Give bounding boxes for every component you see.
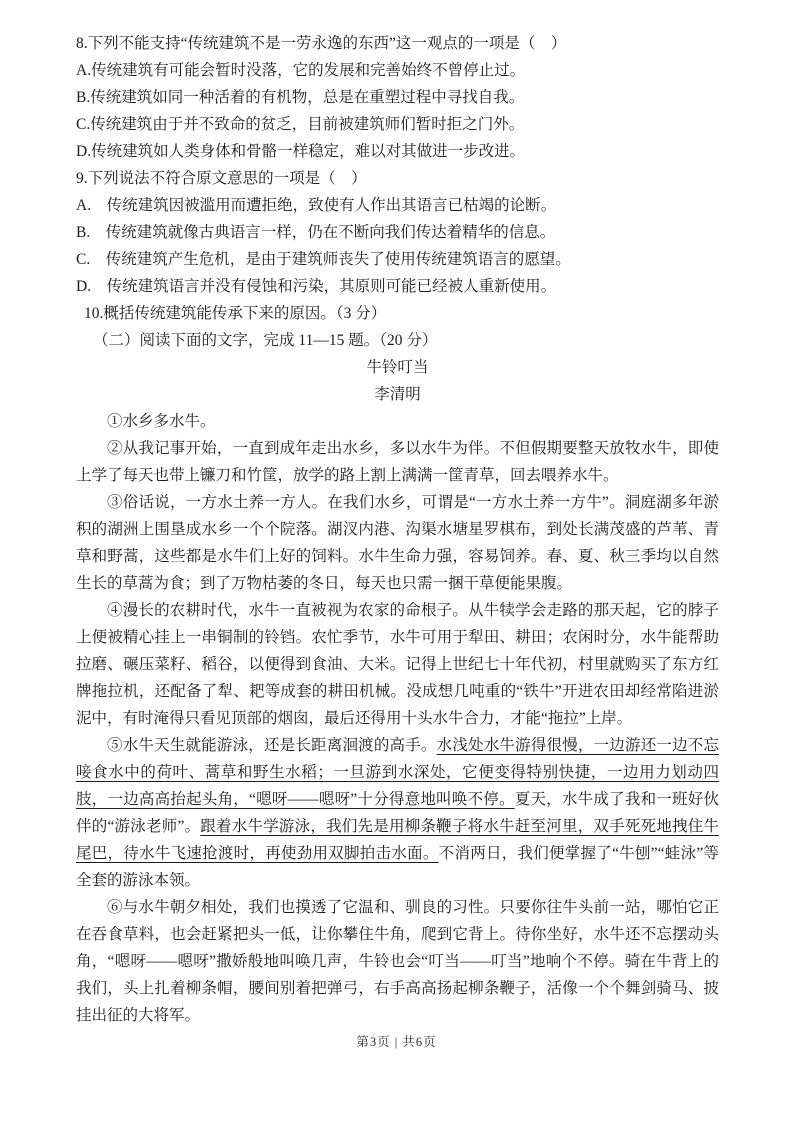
question-9-option-b: B. 传统建筑就像古典语言一样，仍在不断向我们传达着精华的信息。 [76,224,556,241]
passage-paragraph-1: ①水乡多水牛。 [107,413,216,430]
passage-author: 李清明 [374,386,421,403]
passage-paragraph-5 [76,732,719,894]
passage-title: 牛铃叮当 [366,359,429,376]
para5-seg1: ⑤水牛天生就能游泳，还是长距离洄渡的高手。 [107,737,437,754]
question-9-option-d: D. 传统建筑语言并没有侵蚀和污染，其原则可能已经被人重新使用。 [76,278,557,295]
question-8-option-d: D.传统建筑如人类身体和骨骼一样稳定，难以对其做进一步改进。 [76,143,526,160]
question-9-stem: 9.下列说法不符合原文意思的一项是（ ） [76,170,367,187]
question-8-option-c: C.传统建筑由于并不致命的贫乏，目前被建筑师们暂时拒之门外。 [76,116,525,133]
passage-paragraph-2: ②从我记事开始，一直到成年走出水乡，多以水牛为伴。不但假期要整天放牧水牛，即使上学了每天也带上镰刀和竹筐，放学的路上割上满满一筐青草，回去喂养水牛。 [76,440,719,484]
question-8-stem: 8.下列不能支持“传统建筑不是一劳永逸的东西”这一观点的一项是（ ） [76,35,567,52]
para5-underline-1: 水浅处水牛游得很慢，一边游还一边不忘唼食水中的荷叶、蒿草和野生水稻；一旦游到水深处，它便变得特别快捷，一边用力划动四肢，一边高高抬起头角，“嗯呀——嗯呀”十分得意地叫唤不停。 [76,737,719,808]
section-2-intro: （二）阅读下面的文字，完成 11—15 题。（20 分） [93,332,438,349]
page-number: 第3页 | 共6页 [356,1035,437,1049]
question-8-option-a: A.传统建筑有可能会暂时没落，它的发展和完善始终不曾停止过。 [76,62,526,79]
passage-paragraph-4: ④漫长的农耕时代，水牛一直被视为农家的命根子。从牛犊学会走路的那天起，它的脖子上便被精心挂上一串铜制的铃铛。农忙季节，水牛可用于犁田、耕田；农闲时分，水牛能帮助拉磨、碾压菜籽、稻谷，以便得到食油、大米。记得上世纪七十年代初，村里就购买了东方红牌拖拉机，还配备了犁、耙等成套的耕田机械。没成想几吨重的“铁牛”开进农田却经常陷进淤泥中，有时淹得只看见顶部的烟囱，最后还得用十头水牛合力，才能“拖拉”上岸。 [76,602,719,727]
question-9-option-a: A. 传统建筑因被滥用而遭拒绝，致使有人作出其语言已枯竭的论断。 [76,197,557,214]
para5-seg3: 夏天，水牛成了我和一班好伙伴的“游泳老师”。 [76,791,719,835]
para5-underline-2: 跟着水牛学游泳，我们先是用柳条鞭子将水牛赶至河里，双手死死地拽住牛尾巴，待水牛飞速抢渡时，再使劲用双脚拍击水面。 [76,818,719,862]
question-10: 10.概括传统建筑能传承下来的原因。（3 分） [84,305,387,322]
passage-paragraph-6: ⑥与水牛朝夕相处，我们也摸透了它温和、驯良的习性。只要你往牛头前一站，哪怕它正在吞食草料，也会赶紧把头一低，让你攀住牛角，爬到它背上。待你坐好，水牛还不忘摆动头角，“嗯呀——嗯呀”撒娇般地叫唤几声，牛铃也会“叮当——叮当”地响个不停。骑在牛背上的我们，头上扎着柳条帽，腰间别着把弹弓，右手高高扬起柳条鞭子，活像一个个舞剑骑马、披挂出征的大将军。 [76,899,719,1024]
question-9-option-c: C. 传统建筑产生危机，是由于建筑师丧失了使用传统建筑语言的愿望。 [76,251,571,268]
para5-seg5: 不消两日，我们便掌握了“牛刨”“蛙泳”等全套的游泳本领。 [76,845,719,889]
question-8-option-b: B.传统建筑如同一种活着的有机物，总是在重塑过程中寻找自我。 [76,89,525,106]
passage-paragraph-3: ③俗话说，一方水土养一方人。在我们水乡，可谓是“一方水土养一方牛”。洞庭湖多年淤积的湖洲上围垦成水乡一个个院落。湖汊内港、沟渠水塘星罗棋布，到处长满茂盛的芦苇、青草和野蒿，这些都是水牛们上好的饲料。水牛生命力强，容易饲养。春、夏、秋三季均以自然生长的草蒿为食；到了万物枯萎的冬日，每天也只需一捆干草便能果腹。 [76,494,719,592]
page-footer [0,1032,793,1050]
